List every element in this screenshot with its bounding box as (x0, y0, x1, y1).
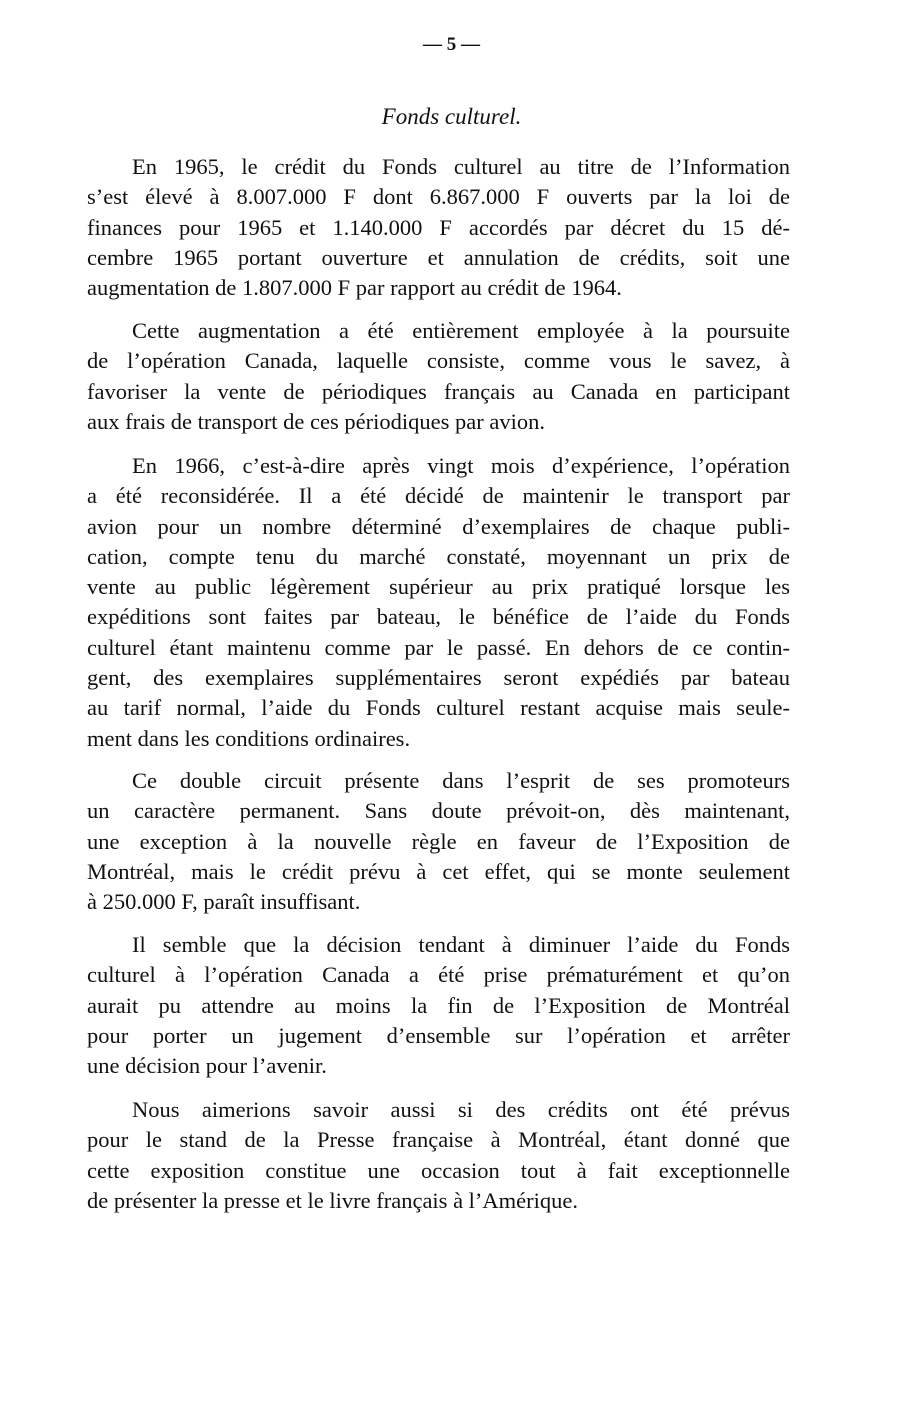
text-line: cation, compte tenu du marché constaté, moyennant un prix de (87, 543, 790, 569)
text-line: favoriser la vente de périodiques français au Canada en participant (87, 378, 790, 404)
text-line: pour le stand de la Presse française à Montréal, étant donné que (87, 1127, 790, 1153)
text-line: pour porter un jugement d’ensemble sur l’opération et arrêter (87, 1022, 790, 1048)
paragraph (87, 152, 790, 303)
text-line: une exception à la nouvelle règle en faveur de l’Exposition de (87, 828, 790, 854)
text-line: Il semble que la décision tendant à diminuer l’aide du Fonds (132, 932, 790, 957)
text-line: au tarif normal, l’aide du Fonds culturel restant acquise mais seule- (87, 695, 790, 721)
text-line: En 1965, le crédit du Fonds culturel au titre de l’Information (132, 154, 790, 179)
text-line: de présenter la presse et le livre français à l’Amérique. (87, 1187, 579, 1213)
text-line: culturel étant maintenu comme par le passé. En dehors de ce contin- (87, 634, 790, 660)
text-line: de l’opération Canada, laquelle consiste, comme vous le savez, à (87, 348, 790, 374)
text-line: avion pour un nombre déterminé d’exemplaires de chaque publi- (87, 513, 790, 539)
text-line: expéditions sont faites par bateau, le bénéfice de l’aide du Fonds (87, 604, 790, 630)
text-line: un caractère permanent. Sans doute prévoit-on, dès maintenant, (87, 798, 790, 824)
paragraph (87, 930, 790, 1081)
text-line: gent, des exemplaires supplémentaires seront expédiés par bateau (87, 665, 790, 691)
paragraph (87, 766, 790, 917)
text-line: vente au public légèrement supérieur au prix pratiqué lorsque les (87, 574, 790, 600)
text-line: finances pour 1965 et 1.140.000 F accordés par décret du 15 dé- (87, 214, 790, 240)
text-line: aurait pu attendre au moins la fin de l’Exposition de Montréal (87, 992, 790, 1018)
paragraph (87, 1095, 790, 1216)
text-line: Ce double circuit présente dans l’esprit de ses promoteurs (132, 768, 790, 793)
text-line: a été reconsidérée. Il a été décidé de maintenir le transport par (87, 483, 790, 509)
text-line: Nous aimerions savoir aussi si des crédits ont été prévus (132, 1097, 790, 1122)
text-line: culturel à l’opération Canada a été prise prématurément et qu’on (87, 962, 790, 988)
text-line: s’est élevé à 8.007.000 F dont 6.867.000 F ouverts par la loi de (87, 184, 790, 210)
text-line: cette exposition constitue une occasion tout à fait exceptionnelle (87, 1157, 790, 1183)
page-number: — 5 — (423, 34, 480, 55)
paragraph (87, 316, 790, 437)
text-line: En 1966, c’est-à-dire après vingt mois d’expérience, l’opération (132, 453, 790, 478)
text-line: aux frais de transport de ces périodiques par avion. (87, 408, 545, 434)
text-line: Montréal, mais le crédit prévu à cet effet, qui se monte seulement (87, 858, 790, 884)
text-line: Cette augmentation a été entièrement employée à la poursuite (132, 318, 790, 343)
text-line: cembre 1965 portant ouverture et annulation de crédits, soit une (87, 244, 790, 270)
text-line: à 250.000 F, paraît insuffisant. (87, 889, 361, 915)
text-line: une décision pour l’avenir. (87, 1053, 327, 1079)
text-line: ment dans les conditions ordinaires. (87, 725, 411, 751)
section-title: Fonds culturel. (381, 104, 522, 129)
text-line: augmentation de 1.807.000 F par rapport au crédit de 1964. (87, 275, 622, 301)
paragraph (87, 451, 790, 754)
